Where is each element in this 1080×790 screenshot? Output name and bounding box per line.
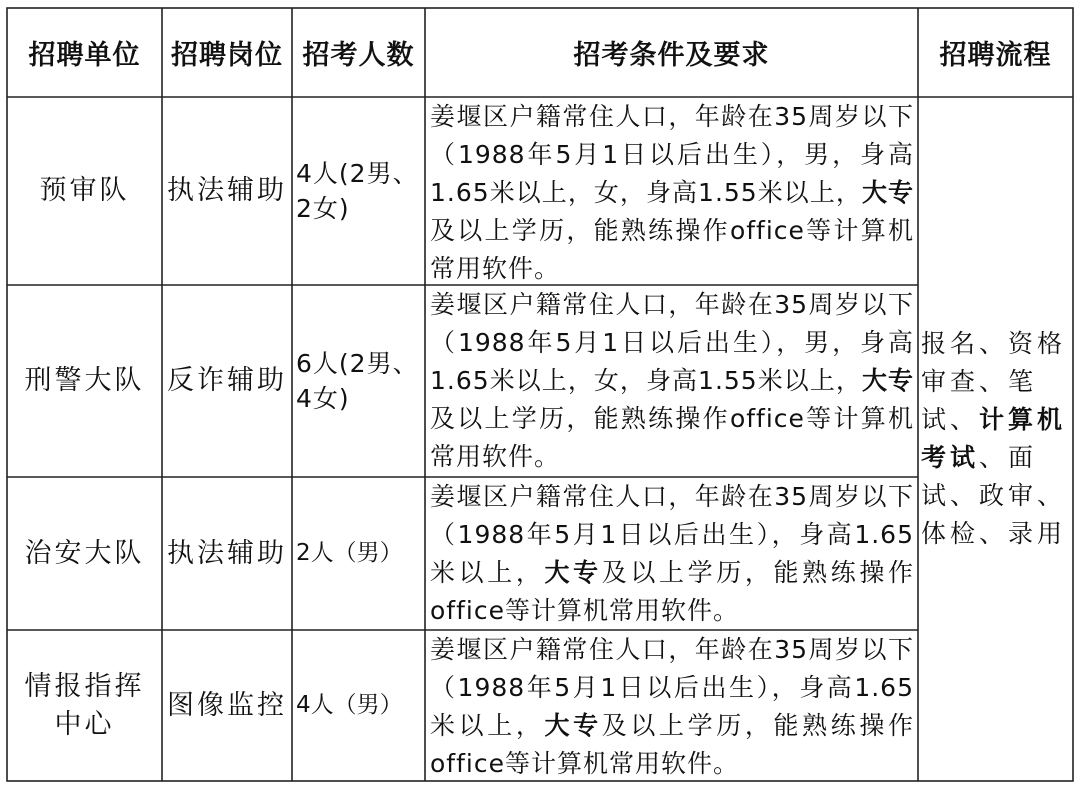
header-position: 招聘岗位	[171, 40, 283, 71]
header-count: 招考人数	[302, 40, 415, 71]
row-3-requirements: 姜堰区户籍常住人口，年龄在35周岁以下（1988年5月1日以后出生），身高1.65米以上，大专及以上学历，能熟练操作office等计算机常用软件。	[430, 482, 914, 625]
row-3-count: 2人（男）	[296, 540, 403, 566]
header-process: 招聘流程	[939, 40, 1052, 71]
row-2-count: 6人(2男、4女)	[296, 349, 419, 413]
process-cell: 报名、资格审查、笔试、计算机考试、面试、政审、体检、录用	[921, 329, 1067, 548]
row-1-position: 执法辅助	[167, 175, 287, 206]
row-3-position: 执法辅助	[167, 537, 287, 569]
row-1-count: 4人(2男、2女)	[296, 159, 419, 223]
row-4-requirements: 姜堰区户籍常住人口，年龄在35周岁以下（1988年5月1日以后出生），身高1.65米以上，大专及以上学历，能熟练操作office等计算机常用软件。	[430, 635, 914, 778]
row-1-unit: 预审队	[39, 175, 130, 206]
header-unit: 招聘单位	[28, 40, 141, 71]
row-4-position: 图像监控	[167, 689, 287, 721]
header-requirements: 招考条件及要求	[573, 40, 770, 71]
row-2-unit: 刑警大队	[24, 365, 145, 396]
row-2-position: 反诈辅助	[167, 365, 287, 396]
row-4-count: 4人（男）	[296, 692, 403, 718]
row-2-requirements: 姜堰区户籍常住人口，年龄在35周岁以下（1988年5月1日以后出生），男，身高1.65米以上，女，身高1.55米以上，大专及以上学历，能熟练操作office等计算机常用软件。	[430, 290, 914, 471]
row-3-unit: 治安大队	[24, 537, 145, 569]
row-1-requirements: 姜堰区户籍常住人口，年龄在35周岁以下（1988年5月1日以后出生），男，身高1.65米以上，女，身高1.55米以上，大专及以上学历，能熟练操作office等计算机常用软件。	[430, 102, 914, 283]
row-4-unit: 情报指挥中心	[24, 670, 145, 740]
